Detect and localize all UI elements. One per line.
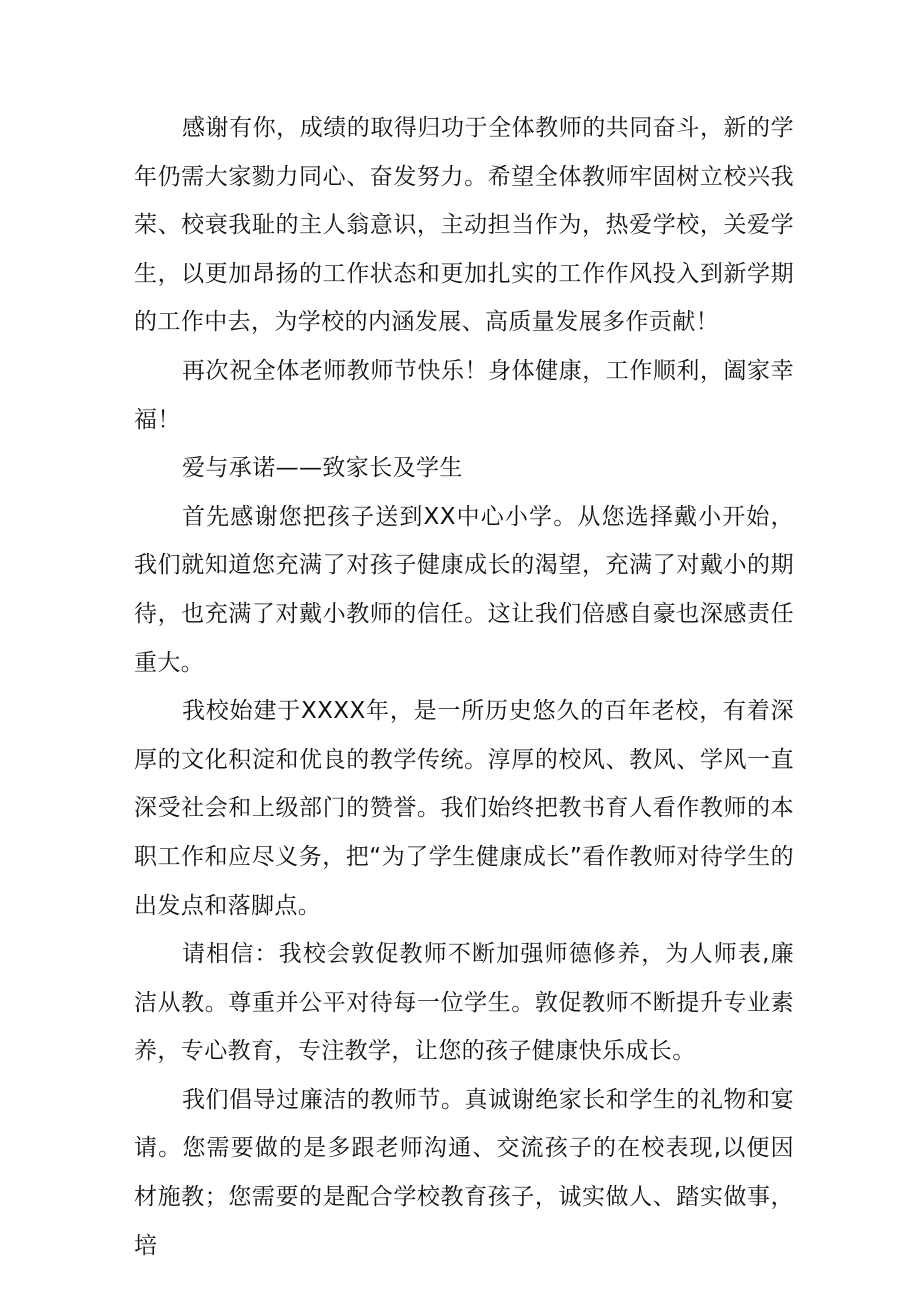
paragraph-teachers-day-wishes: 再次祝全体老师教师节快乐！身体健康，工作顺利，阖家幸福！ [134, 357, 794, 433]
paragraph-clean-teachers-day: 我们倡导过廉洁的教师节。真诚谢绝家长和学生的礼物和宴请。您需要做的是多跟老师沟通、交流孩子的在校表现,以便因材施教；您需要的是配合学校教育孩子，诚实做人、踏实做事，培 [134, 1086, 794, 1259]
paragraph-school-history: 我校始建于XXXX年，是一所历史悠久的百年老校，有着深厚的文化积淀和优良的教学传统。淳厚的校风、教风、学风一直深受社会和上级部门的赞誉。我们始终把教书育人看作教师的本职工作和应尽义务，把“为了学生健康成长”看作教师对待学生的出发点和落脚点。 [134, 698, 794, 919]
paragraph-school-commitment: 请相信：我校会敦促教师不断加强师德修养，为人师表,廉洁从教。尊重并公平对待每一位学生。敦促教师不断提升专业素养，专心教育，专注教学，让您的孩子健康快乐成长。 [134, 941, 794, 1065]
paragraph-thanks-parents: 首先感谢您把孩子送到XX中心小学。从您选择戴小开始，我们就知道您充满了对孩子健康成长的渴望，充满了对戴小的期待，也充满了对戴小教师的信任。这让我们倍感自豪也深感责任重大。 [134, 503, 794, 676]
paragraph-thanks-teachers: 感谢有你，成绩的取得归功于全体教师的共同奋斗，新的学年仍需大家勠力同心、奋发努力。希望全体教师牢固树立校兴我荣、校衰我耻的主人翁意识，主动担当作为，热爱学校，关爱学生，以更加昂扬的工作状态和更加扎实的工作作风投入到新学期的工作中去，为学校的内涵发展、高质量发展多作贡献！ [134, 115, 794, 336]
document-body [134, 104, 794, 1270]
section-heading-letter-to-parents: 爱与承诺——致家长及学生 [182, 455, 463, 482]
